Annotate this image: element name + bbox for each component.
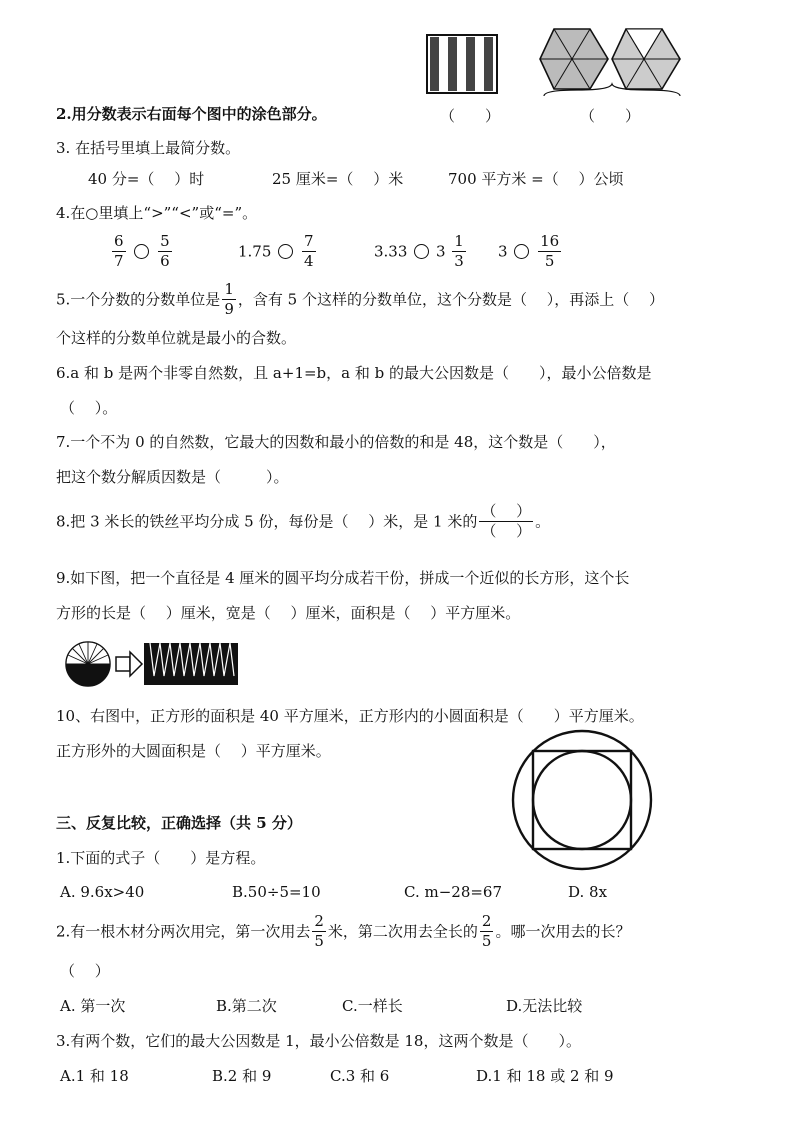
choice-1-stem: 1.下面的式子（ ）是方程。 bbox=[56, 849, 266, 867]
q3-item-b[interactable]: 25 厘米=（ ）米 bbox=[272, 170, 404, 188]
fraction-blank[interactable]: $\frac{( )}{( )}$ bbox=[481, 502, 532, 540]
choice-1-option-c[interactable]: C. m−28=67 bbox=[404, 883, 503, 901]
question-3-text: 3. 在括号里填上最简分数。 bbox=[56, 139, 241, 157]
question-10-line-2: 正方形外的大圆面积是（ ）平方厘米。 bbox=[56, 742, 331, 760]
fraction: $\frac{2}{5}$ bbox=[481, 912, 492, 950]
question-10-line-1: 10、右图中，正方形的面积是 40 平方厘米，正方形内的小圆面积是（ ）平方厘米。 bbox=[56, 707, 644, 725]
q3-item-a[interactable]: 40 分=（ ）时 bbox=[88, 170, 205, 188]
choice-2-stem: 2.有一根木材分两次用完，第一次用去 $\frac{2}{5}$ 米，第二次用去全长的 $\frac{2}{5}$ 。哪一次用去的长？ bbox=[56, 912, 631, 950]
hexagon-pair-figure bbox=[538, 24, 688, 96]
question-7-line-1: 7.一个不为 0 的自然数，它最大的因数和最小的倍数的和是 48，这个数是（ ）， bbox=[56, 433, 616, 451]
choice-3-option-d[interactable]: D.1 和 18 或 2 和 9 bbox=[476, 1067, 614, 1085]
question-5-line-2: 个这样的分数单位就是最小的合数。 bbox=[56, 329, 297, 347]
fraction: $\frac{6}{7}$ bbox=[114, 232, 124, 270]
choice-2-option-a[interactable]: A. 第一次 bbox=[60, 997, 126, 1015]
choice-2-option-d[interactable]: D.无法比较 bbox=[506, 997, 583, 1015]
question-6-line-2[interactable]: （ ）。 bbox=[60, 399, 118, 417]
fraction: $\frac{2}{5}$ bbox=[314, 912, 324, 950]
question-6-line-1: 6.a 和 b 是两个非零自然数，且 a+1=b，a 和 b 的最大公因数是（ ），最小公倍数是 bbox=[56, 364, 652, 382]
fraction: $\frac{1}{3}$ bbox=[454, 232, 464, 270]
fraction: $\frac{7}{4}$ bbox=[303, 232, 314, 270]
compare-circle[interactable] bbox=[134, 244, 149, 259]
fraction: $\frac{5}{6}$ bbox=[160, 232, 170, 270]
choice-2-option-b[interactable]: B.第二次 bbox=[216, 997, 277, 1015]
answer-blank-left-figure[interactable]: （ ） bbox=[440, 107, 501, 125]
choice-2-option-c[interactable]: C.一样长 bbox=[342, 997, 403, 1015]
striped-rectangle-figure bbox=[426, 34, 498, 94]
fraction: $\frac{1}{9}$ bbox=[224, 280, 234, 318]
q4-compare-2[interactable]: 1.75 $\frac{7}{4}$ bbox=[238, 232, 314, 270]
choice-3-option-a[interactable]: A.1 和 18 bbox=[60, 1067, 129, 1085]
question-2-text: 2.用分数表示右面每个图中的涂色部分。 bbox=[56, 105, 327, 123]
question-5-line-1: 5.一个分数的分数单位是 $\frac{1}{9}$ ，含有 5 个这样的分数单位，这个分数是（ ），再添上（ ） bbox=[56, 280, 664, 318]
question-7-line-2: 把这个数分解质因数是（ ）。 bbox=[56, 468, 289, 486]
fraction: $\frac{16}{5}$ bbox=[540, 232, 560, 270]
compare-circle[interactable] bbox=[278, 244, 293, 259]
choice-2-answer-blank[interactable]: （ ） bbox=[60, 962, 110, 980]
choice-3-option-b[interactable]: B.2 和 9 bbox=[212, 1067, 272, 1085]
choice-3-stem: 3.有两个数，它们的最大公因数是 1，最小公倍数是 18，这两个数是（ ）。 bbox=[56, 1032, 581, 1050]
question-4-text: 4.在○里填上“>”“<”或“=”。 bbox=[56, 204, 258, 222]
choice-3-option-c[interactable]: C.3 和 6 bbox=[330, 1067, 390, 1085]
compare-circle[interactable] bbox=[514, 244, 529, 259]
answer-blank-right-figure[interactable]: （ ） bbox=[580, 107, 641, 125]
circle-to-rectangle-figure bbox=[64, 640, 242, 690]
q4-compare-3[interactable]: 3.33 3 $\frac{1}{3}$ bbox=[374, 232, 464, 270]
choice-1-option-a[interactable]: A. 9.6x>40 bbox=[60, 883, 145, 901]
compare-circle[interactable] bbox=[414, 244, 429, 259]
square-circles-figure bbox=[510, 728, 654, 872]
question-9-line-2: 方形的长是（ ）厘米，宽是（ ）厘米，面积是（ ）平方厘米。 bbox=[56, 604, 521, 622]
choice-1-option-b[interactable]: B.50÷5=10 bbox=[232, 883, 321, 901]
q3-item-c[interactable]: 700 平方米 =（ ）公顷 bbox=[448, 170, 624, 188]
q4-compare-1[interactable] bbox=[110, 234, 174, 274]
q4-compare-4[interactable]: 3 $\frac{16}{5}$ bbox=[498, 232, 560, 270]
choice-1-option-d[interactable]: D. 8x bbox=[568, 883, 608, 901]
question-8-text: 8.把 3 米长的铁丝平均分成 5 份，每份是（ ）米，是 1 米的 $\frac{( )}{( )}$ 。 bbox=[56, 502, 551, 540]
section-3-heading: 三、反复比较，正确选择（共 5 分） bbox=[56, 814, 302, 832]
question-9-line-1: 9.如下图，把一个直径是 4 厘米的圆平均分成若干份，拼成一个近似的长方形，这个长 bbox=[56, 569, 630, 587]
